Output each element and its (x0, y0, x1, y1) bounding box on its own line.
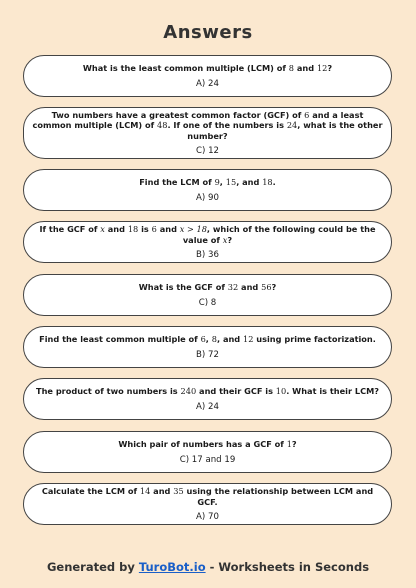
page-title: Answers (163, 22, 253, 43)
answer-text: A) 24 (196, 78, 219, 89)
answer-text: C) 17 and 19 (179, 454, 236, 465)
question-text: Two numbers have a greatest common factor (GCF) of 6 and a least common multiple (LCM) of 48. If one of the numbers is 24, what is the other number? (32, 109, 383, 141)
question-text: The product of two numbers is 240 and their GCF is 10. What is their LCM? (36, 386, 379, 397)
footer-suffix: - Worksheets in Seconds (205, 560, 370, 574)
turobot-link[interactable]: TuroBot.io (138, 560, 206, 574)
answer-text: A) 70 (196, 512, 219, 523)
answer-card-7 (23, 378, 392, 420)
answer-text: C) 12 (195, 146, 220, 157)
answer-text: A) 90 (196, 192, 219, 203)
answer-card-4 (23, 221, 392, 263)
answer-text: B) 72 (196, 349, 219, 360)
footer (0, 560, 416, 574)
question-text: Find the LCM of 9, 15, and 18. (139, 177, 276, 188)
question-text: What is the least common multiple (LCM) of 8 and 12? (82, 63, 333, 74)
question-text: Which pair of numbers has a GCF of 1? (118, 439, 297, 450)
answer-card-9 (23, 483, 392, 525)
footer-prefix: Generated by (46, 560, 139, 574)
answer-card-1 (23, 55, 392, 97)
answer-card-5 (23, 274, 392, 316)
answer-text: B) 36 (196, 250, 219, 261)
answer-text: C) 8 (198, 297, 217, 308)
answer-card-8 (23, 431, 392, 473)
answer-card-2 (23, 107, 392, 159)
answer-text: A) 24 (196, 401, 219, 412)
answer-card-3 (23, 169, 392, 211)
question-text: What is the GCF of 32 and 56? (138, 282, 277, 293)
question-text: Find the least common multiple of 6, 8, and 12 using prime factorization. (39, 334, 376, 345)
answer-card-6 (23, 326, 392, 368)
question-text: Calculate the LCM of 14 and 35 using the relationship between LCM and GCF. (41, 485, 374, 507)
question-text: If the GCF of x and 18 is 6 and x > 18, which of the following could be the value of x? (39, 223, 376, 245)
